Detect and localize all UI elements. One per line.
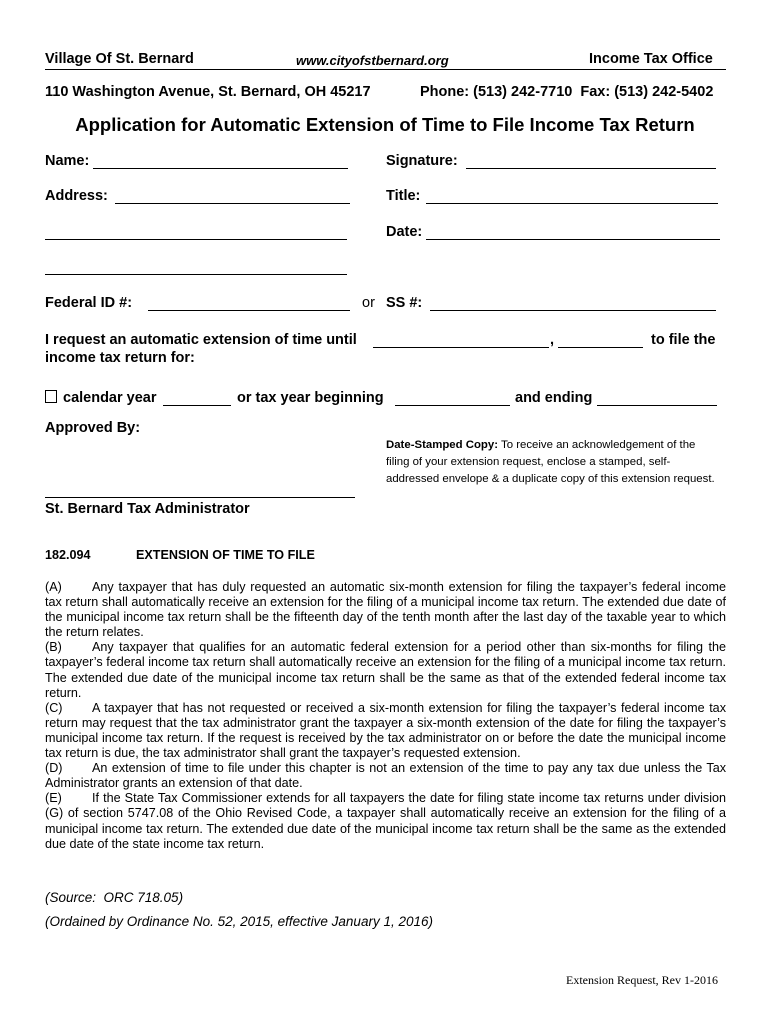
- comma: ,: [550, 332, 555, 348]
- or-label: or: [362, 295, 375, 311]
- address-field-2[interactable]: [45, 239, 347, 240]
- date-field[interactable]: [426, 239, 720, 240]
- section-number: 182.094: [45, 548, 91, 562]
- date-label: Date:: [386, 224, 423, 240]
- signature-label: Signature:: [386, 153, 458, 169]
- paragraph-text: A taxpayer that has not requested or received a six-month extension for filing the taxpayer’s federal income tax return may request that the tax administrator grant the taxpayer a six-month extension of the date for filing the taxpayer’s municipal income tax return. If the request is received by the tax administrator on or before the date the municipal income tax return is due, the tax administrator shall grant the taxpayer’s requested extension.: [45, 700, 726, 761]
- extension-date-field[interactable]: [373, 347, 549, 348]
- paragraph-text: Any taxpayer that has duly requested an automatic six-month extension for filing the taxpayer’s federal income tax return shall automatically receive an extension for the filing of a municipal income tax return. The extended due date of the municipal income tax return shall be the fifteenth day of the tenth month after the last day of the taxable year to which the return relates.: [45, 580, 726, 640]
- ending-label: and ending: [515, 390, 593, 406]
- paragraph-text: Any taxpayer that qualifies for an automatic federal extension for a period other than six-months for filing the taxpayer’s federal income tax return shall automatically receive an extension for the filing of a municipal income tax return. The extended due date of the municipal income tax return shall be the same as that of the extended federal income tax return.: [45, 640, 726, 700]
- request-text: I request an automatic extension of time until: [45, 332, 357, 348]
- office-name: Income Tax Office: [589, 51, 713, 67]
- ss-label: SS #:: [386, 295, 423, 311]
- title-label: Title:: [386, 188, 421, 204]
- paragraph-text: An extension of time to file under this chapter is not an extension of the time to pay any tax due unless the Tax Administrator grants an extension of that date.: [45, 761, 726, 791]
- paragraph-tag: (B): [45, 640, 62, 655]
- extension-year-field[interactable]: [558, 347, 643, 348]
- paragraph-tag: (C): [45, 700, 63, 715]
- title-field[interactable]: [426, 203, 718, 204]
- paragraph-a: [45, 580, 726, 640]
- tax-year-end-field[interactable]: [597, 405, 717, 406]
- paragraph-tag: (E): [45, 791, 62, 806]
- website: www.cityofstbernard.org: [296, 53, 449, 68]
- calendar-year-label: calendar year: [63, 390, 157, 406]
- name-label: Name:: [45, 153, 90, 169]
- address-field-3[interactable]: [45, 274, 347, 275]
- form-title: Application for Automatic Extension of Time to File Income Tax Return: [75, 114, 695, 135]
- revision-footer: Extension Request, Rev 1-2016: [566, 973, 718, 987]
- address-label: Address:: [45, 188, 108, 204]
- address-field-1[interactable]: [115, 203, 350, 204]
- source-citation: (Source: ORC 718.05): [45, 890, 184, 905]
- ss-field[interactable]: [430, 310, 716, 311]
- tax-year-label: or tax year beginning: [237, 390, 384, 406]
- section-body: [45, 580, 726, 852]
- approved-by-label: Approved By:: [45, 420, 141, 436]
- ordinance-citation: (Ordained by Ordinance No. 52, 2015, effective January 1, 2016): [45, 914, 433, 929]
- federal-id-field[interactable]: [148, 310, 350, 311]
- paragraph-d: [45, 761, 726, 791]
- note-text: To receive an acknowledgement of the filing of your extension request, enclose a stamped, self-addressed envelope & a duplicate copy of this extension request.: [386, 439, 715, 485]
- calendar-year-checkbox[interactable]: [45, 390, 57, 403]
- to-file-text: to file the: [651, 332, 716, 348]
- paragraph-c: [45, 701, 726, 761]
- administrator-signature-line[interactable]: [45, 497, 355, 498]
- administrator-label: St. Bernard Tax Administrator: [45, 501, 250, 517]
- name-field[interactable]: [93, 168, 348, 169]
- tax-year-begin-field[interactable]: [395, 405, 510, 406]
- calendar-year-field[interactable]: [163, 405, 231, 406]
- office-address: 110 Washington Avenue, St. Bernard, OH 45217: [45, 84, 371, 100]
- note-heading: Date-Stamped Copy:: [386, 439, 499, 451]
- paragraph-text: If the State Tax Commissioner extends for all taxpayers the date for filing state income tax returns under division (G) of section 5747.08 of the Ohio Revised Code, a taxpayer shall automatically receive an extension for the filing of a municipal income tax return. The extended due date of the municipal income tax return shall be the same as the extended due date of the state income tax return.: [45, 791, 726, 851]
- paragraph-tag: (A): [45, 580, 62, 594]
- signature-field[interactable]: [466, 168, 716, 169]
- paragraph-e: [45, 791, 726, 851]
- date-stamped-note: [386, 437, 716, 488]
- calendar-year-option[interactable]: [45, 390, 157, 406]
- section-heading: EXTENSION OF TIME TO FILE: [136, 548, 315, 562]
- paragraph-tag: (D): [45, 761, 63, 776]
- header-rule: [45, 69, 726, 70]
- phone-fax: Phone: (513) 242-7710 Fax: (513) 242-5402: [420, 84, 714, 100]
- paragraph-b: [45, 640, 726, 700]
- request-text-2: income tax return for:: [45, 350, 195, 366]
- federal-id-label: Federal ID #:: [45, 295, 133, 311]
- village-name: Village Of St. Bernard: [45, 51, 194, 67]
